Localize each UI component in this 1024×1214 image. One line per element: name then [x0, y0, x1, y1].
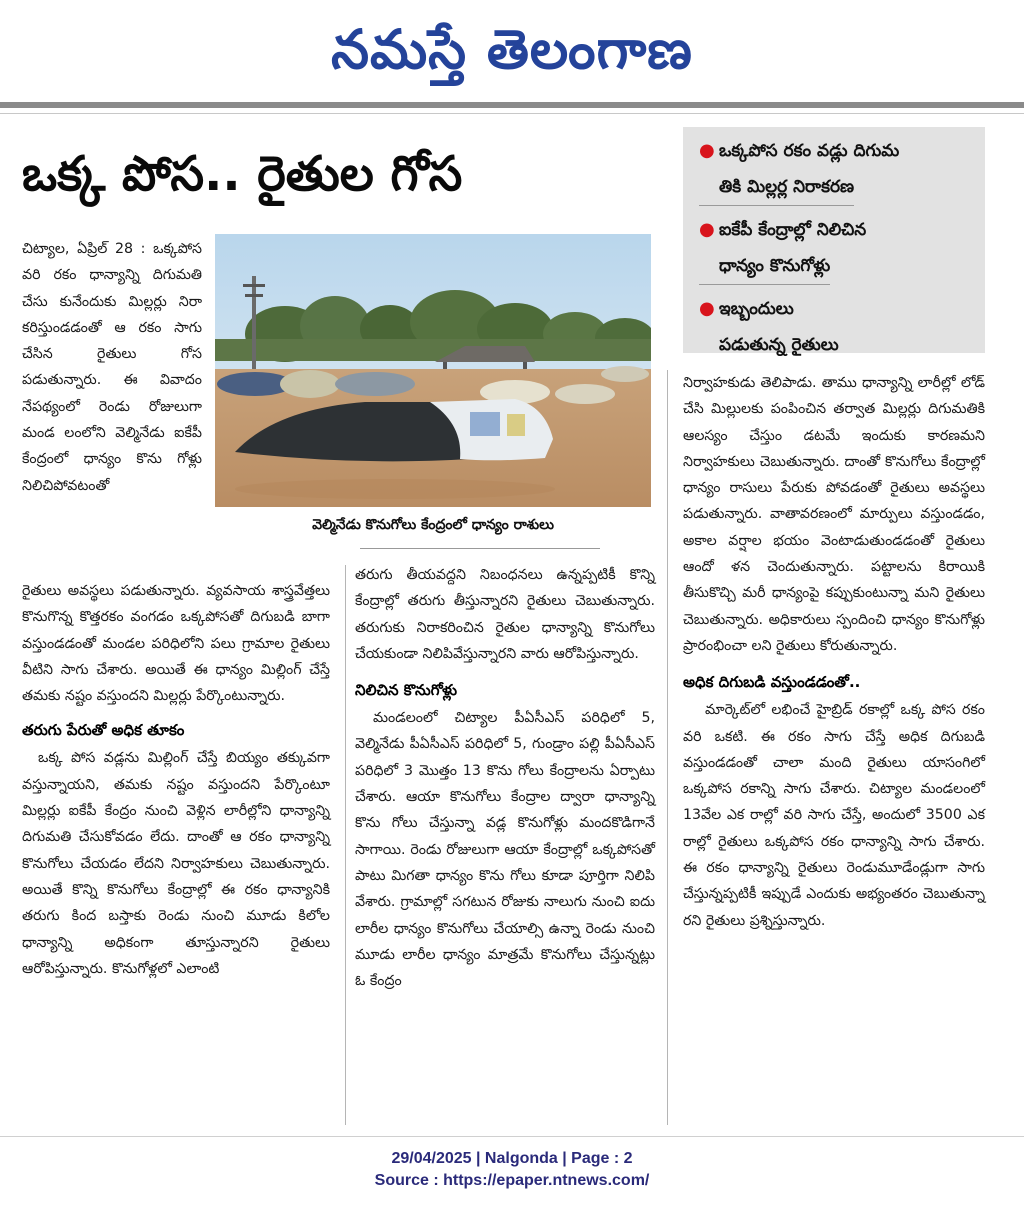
bullet-icon: ● [699, 140, 715, 161]
footer-rule [0, 1136, 1024, 1137]
subheading: తరుగు పేరుతో అధిక తూకం [22, 721, 185, 740]
highlight-line: ఐకేపీ కేంద్రాల్లో నిలిచిన [719, 220, 867, 240]
highlight-item [699, 212, 975, 285]
subheading: నిలిచిన కొనుగోళ్లు [355, 681, 458, 700]
article-paragraph: మండలంలో చిట్యాల పీఏసీఎస్ పరిధిలో 5, వెల్మినేడు పీఏసీఎస్ పరిధిలో 5, గుండ్రాం పల్లి పీఏసీఎస్ పరిధిలో 3 మొత్తం 13 కొను గోలు కేంద్రాలను ఏర్పాటు చేశారు. ఆయా కొనుగోలు కేంద్రాల ద్వారా ధాన్యాన్ని కొను గోలు చేస్తున్నా వడ్ల కొనుగోళ్లు మందకొడిగానే సాగాయి. రెండు రోజులుగా ఆయా కేంద్రాల్లో ఒక్కపోసతో పాటు మిగతా ధాన్యం కొను గోలు కూడా పూర్తిగా నిలిపి వేశారు. గ్రామాల్లో సగటున రోజుకు నాలుగు నుంచి ఐదు లారీల ధాన్యం కొనుగోలు చేయాల్సి ఉన్నా రెండు నుంచి మూడు లారీల ధాన్యం మాత్రమే కొనుగోలు చేస్తున్నట్లు ఓ కేంద్రం [355, 710, 655, 990]
masthead [0, 0, 1024, 100]
masthead-rule [0, 102, 1024, 108]
highlights-box [683, 127, 985, 353]
newspaper-logo: నమస్తే తెలంగాణ [331, 18, 693, 81]
highlight-item [699, 133, 975, 206]
article-column-3 [683, 370, 985, 934]
article-paragraph: రైతులు అవస్థలు పడుతున్నారు. వ్యవసాయ శాస్త్రవేత్తలు కొనుగొన్న కొత్తరకం వంగడం ఒక్కపోసతో దిగుబడి బాగా వస్తుండడంతో మండల పరిధిలోని పలు గ్రామాల రైతులు వీటిని సాగు చేశారు. అయితే ఈ ధాన్యం మిల్లింగ్ చేస్తే తమకు నష్టం వస్తుందని మిల్లర్లు పేర్కొంటున్నారు. [22, 583, 330, 705]
highlight-line: పడుతున్న రైతులు [719, 335, 839, 355]
bullet-icon: ● [699, 298, 715, 319]
article-headline: ఒక్క పోస.. రైతుల గోస [22, 146, 463, 202]
highlight-line: ఇబ్బందులు [719, 299, 794, 319]
highlight-line: తికి మిల్లర్ల నిరాకరణ [699, 169, 854, 206]
subheading: అధిక దిగుబడి వస్తుండడంతో.. [683, 673, 861, 692]
caption-rule [360, 548, 600, 549]
news-photo [215, 234, 651, 507]
article-paragraph: నిర్వాహకుడు తెలిపాడు. తాము ధాన్యాన్ని లారీల్లో లోడ్ చేసి మిల్లులకు పంపించిన తర్వాత మిల్లర్లు దిగుమతికి ఆలస్యం చేస్తుం డటమే ఇందుకు కారణమని నిర్వాహకులు చెబుతున్నారు. దాంతో కొనుగోలు కేంద్రాల్లో ధాన్యం రాసులు పేరుకు పోవడంతో రైతులు అవస్థలు పడుతున్నారు. వాతావరణంలో మార్పులు వస్తుండడం, అకాల వర్షాల భయం వెంటాడుతుండడంతో రైతులు ఆందో ళన చెందుతున్నారు. పట్టాలను కిరాయికి తీసుకొచ్చి మరీ ధాన్యంపై కప్పుకుంటున్నా మని రైతులు చెబుతున్నారు. అధికారులు స్పందించి ధాన్యం కొనుగోళ్లు ప్రారంభించా లని రైతులు కోరుతున్నారు. [683, 375, 985, 654]
column-divider [667, 370, 668, 1125]
photo-caption: వెల్మినేడు కొనుగోలు కేంద్రంలో ధాన్యం రాశులు [312, 517, 554, 533]
highlight-line: ధాన్యం కొనుగోళ్లు [699, 248, 830, 285]
article-paragraph: తరుగు తీయవద్దని నిబంధనలు ఉన్నప్పటికీ కొన్ని కేంద్రాల్లో తరుగు తీస్తున్నారని రైతులు చెబుతున్నారు. తరుగుకు నిరాకరించిన రైతుల ధాన్యాన్ని కొనుగోలు చేయకుండా నిలిపివేస్తున్నారని వారు ఆరోపిస్తున్నారు. [355, 567, 655, 662]
article-column-2 [355, 562, 655, 994]
grain-heaps-photo [215, 234, 651, 507]
edition-info: 29/04/2025 | Nalgonda | Page : 2 [391, 1150, 633, 1167]
article-paragraph: చిట్యాల, ఏప్రిల్ 28 : ఒక్కపోస వరి రకం ధాన్యాన్ని దిగుమతి చేసు కునేందుకు మిల్లర్లు నిరా కరిస్తుండడంతో ఆ రకం సాగు చేసిన రైతులు గోస పడుతున్నారు. ఈ వివాదం నేపథ్యంలో రెండు రోజులుగా మండ లంలోని వెల్మినేడు ఐకేపీ కేంద్రంలో ధాన్యం కొను గోళ్లు నిలిచిపోవటంతో [22, 241, 202, 494]
highlight-line: ఒక్కపోస రకం వడ్లు దిగుమ [719, 141, 900, 161]
article-paragraph: మార్కెట్‌లో లభించే హైబ్రిడ్ రకాల్లో ఒక్క పోస రకం వరి ఒకటి. ఈ రకం సాగు చేస్తే అధిక దిగుబడి వస్తుండడంతో చాలా మంది రైతులు యాసంగిలో ఒక్కపోస రకాన్ని సాగు చేశారు. చిట్యాల మండలంలో 13వేల ఎక రాల్లో వరి సాగు చేస్తే, అందులో 3500 ఎక రాల్లో రైతులు ఒక్కపోస రకం ధాన్యాన్ని సాగు చేశారు. ఈ రకం ధాన్యాన్ని రైతులు రెండుమూడేండ్లుగా సాగు చేస్తున్నప్పటికీ ఇప్పుడే ఎందుకు అభ్యంతరం చెబుతున్నా రని రైతులు ప్రశ్నిస్తున్నారు. [683, 702, 985, 929]
article-column-1-top [22, 236, 202, 499]
masthead-thin-rule [0, 113, 1024, 114]
source-link[interactable]: Source : https://epaper.ntnews.com/ [374, 1172, 650, 1189]
highlight-item [699, 291, 975, 363]
article-column-1 [22, 578, 330, 982]
column-divider [345, 565, 346, 1125]
page-footer [0, 1148, 1024, 1192]
bullet-icon: ● [699, 219, 715, 240]
article-paragraph: ఒక్క పోస వడ్లను మిల్లింగ్ చేస్తే బియ్యం తక్కువగా వస్తున్నాయని, తమకు నష్టం వస్తుందని పేర్కొంటూ మిల్లర్లు ఐకేపీ కేంద్రం నుంచి వెళ్లిన లారీల్లోని ధాన్యాన్ని దిగుమతి చేసుకోవడం లేదు. దాంతో ఆ రకం ధాన్యాన్ని కొనుగోలు చేయడం లేదని నిర్వాహకులు చెబుతున్నారు. అయితే కొన్ని కొనుగోలు కేంద్రాల్లో ఈ రకం ధాన్యానికి తరుగు కింద బస్తాకు రెండు నుంచి మూడు కిలోల ధాన్యాన్ని అధికంగా తూస్తున్నారని రైతులు ఆరోపిస్తున్నారు. కొనుగోళ్లలో ఎలాంటి [22, 750, 330, 977]
